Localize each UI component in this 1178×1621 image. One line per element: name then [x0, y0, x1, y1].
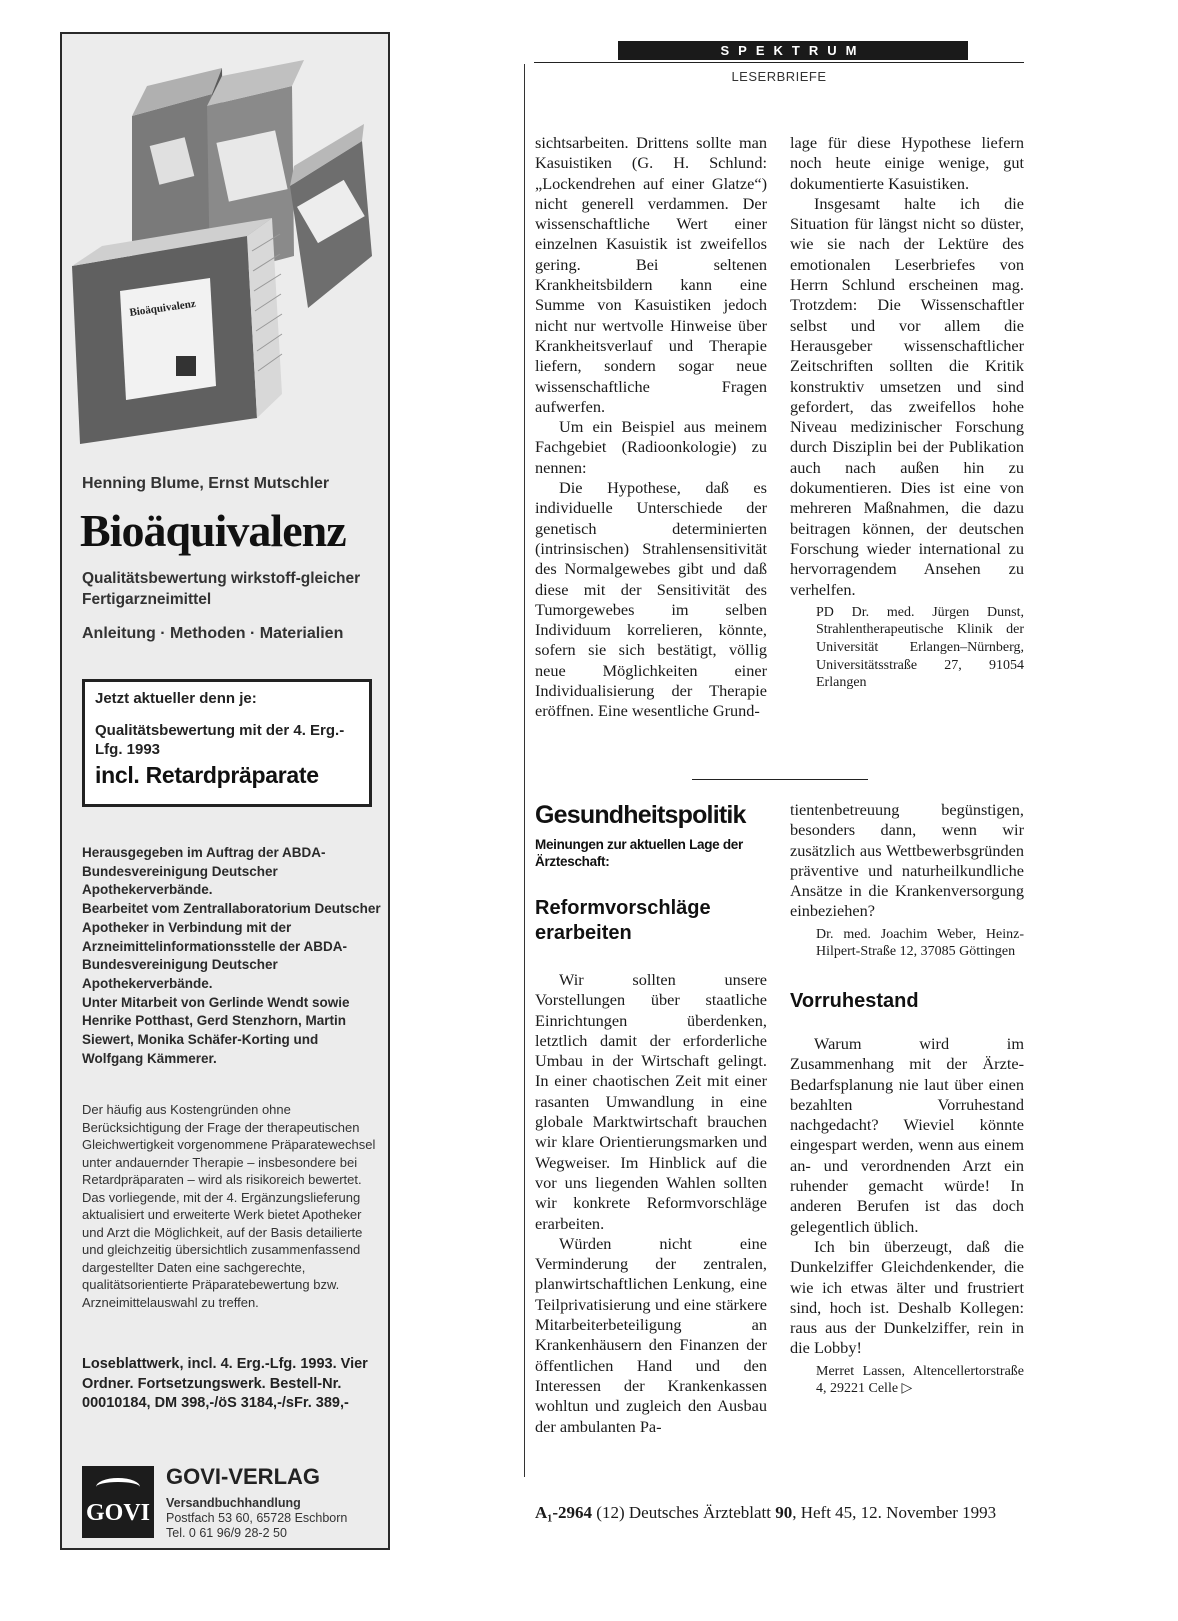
- ad-book-title: Bioäquivalenz: [80, 505, 346, 556]
- ad-description: [82, 1101, 380, 1311]
- ad-pub-para: Bearbeitet vom Zentrallaboratorium Deutscher Apotheker in Verbindung mit der Arzneimittelinformationsstelle der ABDA-Bundesvereinigung Deutscher Apothekerverbände.: [82, 901, 381, 991]
- ad-highlight-box: [82, 679, 372, 807]
- address-line: Versandbuchhandlung: [166, 1496, 301, 1510]
- paragraph: tientenbetreuung begünstigen, besonders dann, wenn wir zusätzlich aus Wettbewerbsgründen präventive und naturheilkundliche Ansätze in die Krankenversorgung einbeziehen?: [790, 800, 1024, 921]
- logo-swoosh-icon: [96, 1478, 140, 1496]
- ad-pub-para: Unter Mitarbeit von Gerlinde Wendt sowie Henrike Potthast, Gerd Stenzhorn, Martin Siewert, Monika Schäfer-Korting und Wolfgang Kämmerer.: [82, 994, 350, 1066]
- section-intro: Meinungen zur aktuellen Lage der Ärzteschaft:: [535, 837, 743, 869]
- publisher-name: GOVI-VERLAG: [166, 1464, 321, 1489]
- header-rule: [534, 62, 1024, 63]
- ad-box-line1: Jetzt aktueller denn je:: [95, 690, 257, 707]
- address-line: Tel. 0 61 96/9 28-2 50: [166, 1526, 287, 1540]
- ad-authors: Henning Blume, Ernst Mutschler: [82, 475, 330, 492]
- book-spine-label: Bioäquivalenz: [128, 297, 197, 319]
- section-title: Gesundheitspolitik: [535, 801, 746, 829]
- page-footer: [535, 1503, 1075, 1523]
- paragraph: Wir sollten unsere Vorstellungen über staatliche Einrichtungen überdenken, letztlich damit der erforderliche Umbau in der Wirtschaft gelingt. In einer chaotischen Zeit mit einer rasanten Umwandlung in eine globale Marktwirtschaft brauchen wir klare Orientierungsmarken und Wegweiser. Im Hinblick auf die vor uns liegenden Wahlen sollten wir konkrete Reformvorschläge erarbeiten.: [535, 970, 767, 1233]
- logo-text: GOVI: [85, 1500, 150, 1526]
- section-subheader: LESERBRIEFE: [731, 69, 827, 84]
- letter1-column1: [535, 133, 767, 722]
- article-title: Reformvorschläge erarbeiten: [535, 897, 711, 944]
- paragraph: Würden nicht eine Verminderung der zentralen, planwirtschaftlichen Lenkung, eine Teilprivatisierung und eine stärkere Mitarbeiterbeteiligung an Krankenhäusern den Finanzen der öffentlichen Hand und den Interessen der Krankenkassen wohltun und zugleich den Ausbau der ambulanten Pa-: [535, 1233, 767, 1436]
- letter1-signature: PD Dr. med. Jürgen Dunst, Strahlentherapeutische Klinik der Universität Erlangen–Nürnberg, Universitätsstraße 27, 91054 Erlangen: [816, 604, 1024, 691]
- address-line: Postfach 53 60, 65728 Eschborn: [166, 1511, 348, 1525]
- ad-box-line2: Qualitätsbewertung mit der 4. Erg.-Lfg. 1993: [95, 722, 345, 758]
- paragraph: Ich bin überzeugt, daß die Dunkelziffer Gleichdenkender, die wie ich etwas älter und frustriert sind, hoch ist. Deshalb Kollegen: raus aus der Dunkelziffer, rein in die Lobby!: [790, 1236, 1024, 1358]
- ad-publisher-info: [82, 844, 382, 1068]
- paragraph: lage für diese Hypothese liefern noch heute einige wenige, gut dokumentierte Kasuistiken.: [790, 133, 1024, 193]
- ad-pub-para: Herausgegeben im Auftrag der ABDA-Bundesvereinigung Deutscher Apothekerverbände.: [82, 845, 326, 898]
- section2-column1: [535, 800, 767, 1437]
- page-number: A₁-2964: [535, 1503, 593, 1522]
- publisher-address: [166, 1496, 347, 1541]
- govi-logo: [82, 1466, 154, 1538]
- paragraph: Um ein Beispiel aus meinem Fachgebiet (Radioonkologie) zu nennen:: [535, 417, 767, 477]
- section2-column2: [790, 800, 1024, 1398]
- ad-desc-para: Der häufig aus Kostengründen ohne Berücksichtigung der Frage der therapeutischen Gleichwertigkeit vorgenommene Präparatewechsel unter andauernder Therapie – insbesondere bei Retardpräparaten – wird als risikoreich bewertet.: [82, 1102, 376, 1187]
- paragraph: Insgesamt halte ich die Situation für längst nicht so düster, wie sie nach der Lektüre des emotionalen Leserbriefes von Herrn Schlund erscheinen mag. Trotzdem: Die Wissenschaftler selbst und vor allem die Herausgeber wissenschaftlicher Zeitschriften sollten die Kritik konstruktiv umsetzen und sind gefordert, das zweifellos hohe Niveau medizinischer Forschung durch Disziplin bei der Publikation auch nach außen hin zu dokumentieren. Dies ist eine von mehreren Maßnahmen, die dazu beitragen können, der deutschen Forschung wieder international zu hervorragendem Ansehen zu verhelfen.: [790, 193, 1024, 599]
- ad-subtitle: Qualitätsbewertung wirkstoff-gleicher Fertigarzneimittel: [82, 570, 361, 608]
- book-binders-photo: [72, 46, 378, 464]
- paragraph: Die Hypothese, daß es individuelle Unterschiede der genetisch determinierten (intrinsischen) Strahlensensitivität des Normalgewebes gibt und daß diese mit der Sensitivität des Tumorgewebes im selben Individuum korrelieren, könnte, sofern sie sich bestätigt, völlig neue Möglichkeiten einer Individualisierung der Therapie eröffnen. Eine wesentliche Grund-: [535, 478, 767, 721]
- ad-desc-para: Das vorliegende, mit der 4. Ergänzungslieferung aktualisiert und erweiterte Werk bietet Apotheker und Arzt die Möglichkeit, auf der Basis detailierte und gleichzeitig übersichtlich zusammenfassend dargestellter Daten eine sachgerechte, qualitätsorientierte Präparatebewertung bzw. Arzneimittelauswahl zu treffen.: [82, 1189, 363, 1310]
- letter1-column2: [790, 133, 1024, 692]
- ad-order-info: Loseblattwerk, incl. 4. Erg.-Lfg. 1993. Vier Ordner. Fortsetzungswerk. Bestell-Nr. 00010184, DM 398,-/öS 3184,-/sFr. 389,-: [82, 1356, 368, 1411]
- column-divider: [524, 64, 525, 1477]
- ad-subtitle-methods: Anleitung · Methoden · Materialien: [82, 625, 344, 642]
- volume-number: 90: [775, 1503, 793, 1522]
- article1-signature: Dr. med. Joachim Weber, Heinz-Hilpert-Straße 12, 37085 Göttingen: [816, 926, 1024, 960]
- letter-separator: [692, 779, 868, 780]
- issue-date: , Heft 45, 12. November 1993: [792, 1503, 997, 1522]
- paragraph: sichtsarbeiten. Drittens sollte man Kasuistiken (G. H. Schlund: „Lockendrehen auf einer Glatze“) nicht generell verdammen. Der wissenschaftliche Wert einer einzelnen Kasuistik ist zweifellos gering. Bei seltenen Krankheitsbildern kann eine Summe von Kasuistiken jedoch nicht nur wertvolle Hinweise über Krankheitsverlauf und Therapie liefern, sondern sogar neue wissenschaftliche Fragen aufwerfen.: [535, 133, 767, 416]
- section-header: SPEKTRUM: [618, 41, 968, 60]
- article2-signature: Merret Lassen, Altencellertorstraße 4, 29221 Celle ▷: [816, 1363, 1024, 1397]
- journal-name: (12) Deutsches Ärzteblatt: [596, 1503, 771, 1522]
- book-advertisement: [60, 32, 390, 1550]
- paragraph: Warum wird im Zusammenhang mit der Ärzte-Bedarfsplanung nie laut über einen bezahlten Vorruhestand nachgedacht? Wieviel könnte eingespart werden, wenn aus einem an- und verordnenden Arzt ein ruhender gemacht würde! In anderen Berufen ist das doch gelegentlich üblich.: [790, 1033, 1024, 1236]
- ad-box-line3: incl. Retardpräparate: [95, 762, 319, 788]
- article-title: Vorruhestand: [790, 989, 919, 1012]
